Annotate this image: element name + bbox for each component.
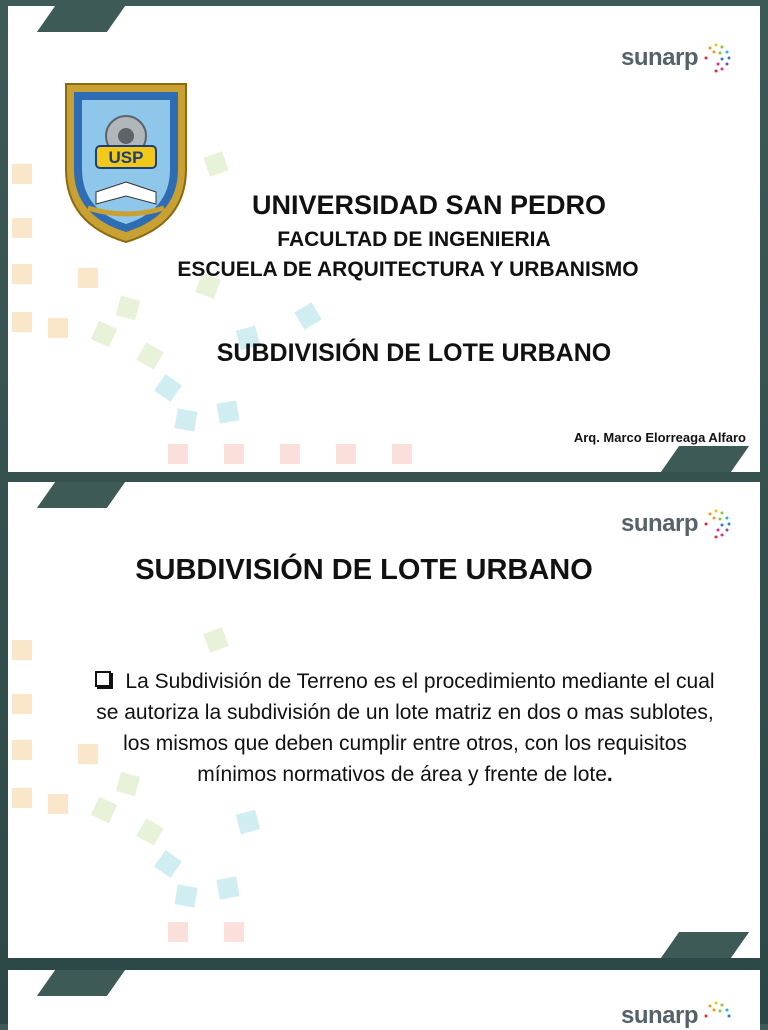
- definition-period: .: [606, 763, 613, 786]
- sunarp-burst-icon: [700, 508, 732, 540]
- sunarp-logo: [621, 508, 732, 540]
- deco-square: [392, 444, 412, 464]
- slide-title: SUBDIVISIÓN DE LOTE URBANO: [135, 554, 593, 586]
- deco-square: [224, 922, 244, 942]
- deco-square: [116, 296, 140, 320]
- deco-square: [12, 740, 32, 760]
- slide-title: SUBDIVISIÓN DE LOTE URBANO: [216, 339, 612, 367]
- deco-square: [174, 884, 197, 907]
- deco-square: [48, 318, 68, 338]
- deco-square: [336, 444, 356, 464]
- deco-square: [168, 922, 188, 942]
- deco-square: [91, 797, 118, 824]
- deco-square: [216, 400, 239, 423]
- deco-square: [236, 810, 260, 834]
- deco-square: [136, 818, 163, 845]
- svg-text:USP: USP: [108, 148, 144, 167]
- sunarp-burst-icon: [700, 42, 732, 74]
- deco-square: [168, 444, 188, 464]
- deco-square: [12, 164, 32, 184]
- author-name: Arq. Marco Elorreaga Alfaro: [573, 430, 746, 445]
- definition-paragraph: [92, 666, 718, 790]
- deco-square: [12, 312, 32, 332]
- deco-square: [12, 694, 32, 714]
- sunarp-logo-text: sunarp: [620, 1002, 698, 1029]
- sunarp-logo-text: sunarp: [620, 510, 698, 537]
- slide-3: [8, 970, 760, 1030]
- deco-square: [203, 627, 229, 653]
- sunarp-burst-icon: [700, 1000, 732, 1030]
- deco-square: [48, 794, 68, 814]
- deco-square: [294, 302, 321, 329]
- deco-square: [154, 850, 182, 878]
- corner-tab: [661, 446, 749, 472]
- corner-tab: [37, 482, 125, 508]
- sunarp-logo-text: sunarp: [620, 44, 698, 71]
- deco-square: [174, 408, 197, 431]
- deco-square: [12, 788, 32, 808]
- sunarp-logo: [621, 42, 732, 74]
- deco-square: [216, 876, 239, 899]
- sunarp-logo: [621, 1000, 732, 1030]
- university-name: UNIVERSIDAD SAN PEDRO: [251, 190, 607, 220]
- corner-tab: [661, 932, 749, 958]
- corner-tab: [37, 6, 125, 32]
- deco-square: [12, 640, 32, 660]
- checkbox-bullet-icon: [95, 671, 111, 687]
- definition-text: La Subdivisión de Terreno es el procedimiento mediante el cual se autoriza la subdivisión de un lote matriz en dos o mas sublotes, los mismos que deben cumplir entre otros, con los requisitos mínimos normativos de área y frente de lote: [96, 670, 715, 786]
- deco-square: [224, 444, 244, 464]
- deco-square: [203, 151, 229, 177]
- slide-2: [8, 482, 760, 958]
- deco-square: [154, 374, 182, 402]
- faculty-name: FACULTAD DE INGENIERIA: [277, 228, 551, 251]
- slide-1: [8, 6, 760, 472]
- school-name: ESCUELA DE ARQUITECTURA Y URBANISMO: [177, 258, 639, 281]
- deco-square: [280, 444, 300, 464]
- corner-tab: [37, 970, 125, 996]
